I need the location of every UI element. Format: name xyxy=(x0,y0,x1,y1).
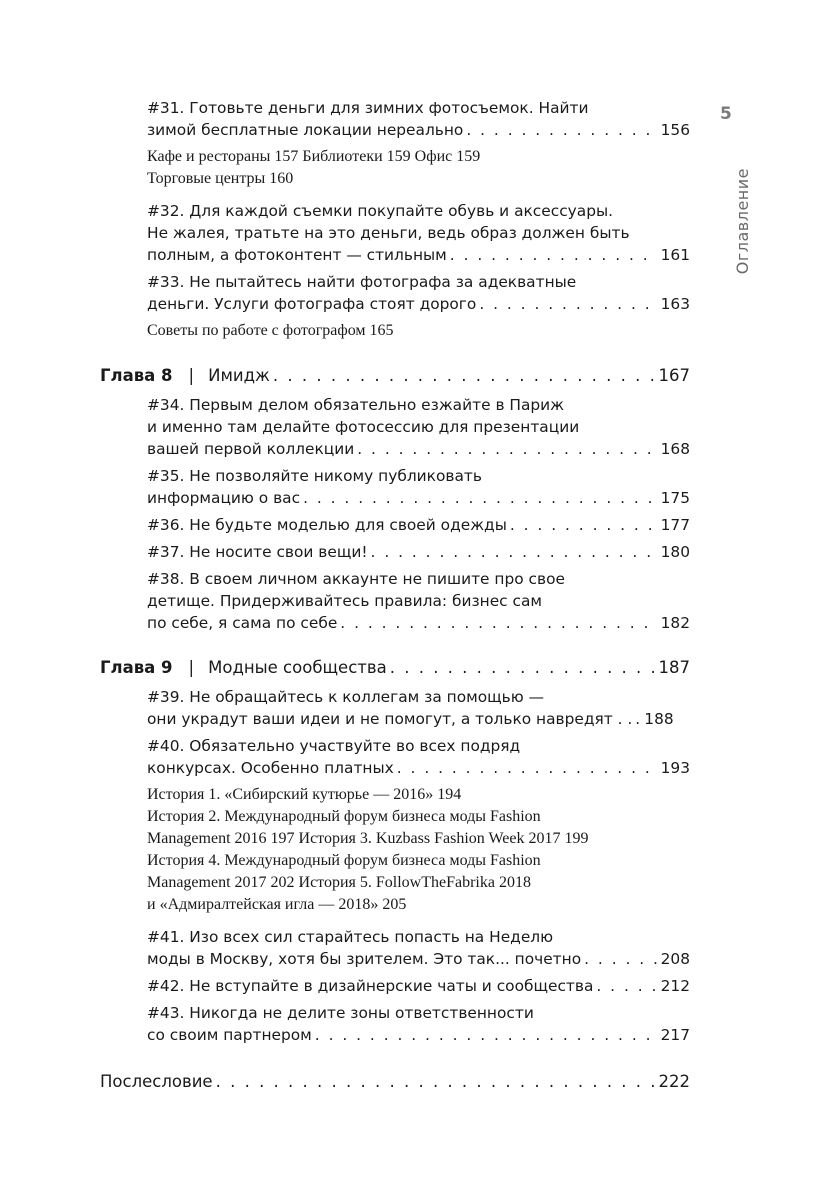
page-ref: 222 xyxy=(658,1072,690,1091)
page-ref: 175 xyxy=(660,489,690,507)
afterword-entry[interactable] xyxy=(100,1070,690,1094)
entry-last-line xyxy=(147,708,690,730)
chapter-title: Имидж xyxy=(208,366,270,385)
entry-text: #37. Не носите свои вещи! xyxy=(147,543,368,561)
dot-leader xyxy=(315,1024,658,1046)
page-ref: 177 xyxy=(660,516,690,534)
subsection-line[interactable]: Советы по работе с фотографом 165 xyxy=(147,322,394,339)
entry-text: информацию о вас xyxy=(147,489,301,507)
page-ref: 187 xyxy=(658,658,690,677)
page-ref: 212 xyxy=(660,977,690,995)
dot-leader xyxy=(357,438,657,460)
entry-text: со своим партнером xyxy=(147,1026,312,1044)
story-line[interactable]: История 4. Международный форум бизнеса моды Fashion xyxy=(147,852,541,869)
page-number: 5 xyxy=(720,104,732,124)
story-list xyxy=(147,784,690,916)
entry-line: и именно там делайте фотосессию для презентации xyxy=(147,418,580,436)
toc-entry-43[interactable] xyxy=(147,1002,690,1046)
entry-last-line xyxy=(147,514,690,536)
dot-leader xyxy=(510,514,658,536)
page-ref: 180 xyxy=(660,543,690,561)
entry-text: деньги. Услуги фотографа стоят дорого xyxy=(147,295,477,313)
toc-entry-39[interactable] xyxy=(147,686,690,730)
subsection-list xyxy=(147,146,690,190)
toc-entry-35[interactable] xyxy=(147,465,690,509)
dot-leader xyxy=(596,975,657,997)
toc-entry-40[interactable] xyxy=(147,735,690,779)
entry-text: моды в Москву, хотя бы зрителем. Это так... почетно xyxy=(147,950,582,968)
entry-line: #41. Изо всех сил старайтесь попасть на Неделю xyxy=(147,928,554,946)
story-line[interactable]: История 2. Международный форум бизнеса моды Fashion xyxy=(147,808,541,825)
entry-last-line xyxy=(147,612,690,634)
toc-entry-34[interactable] xyxy=(147,394,690,460)
toc-entry-38[interactable] xyxy=(147,568,690,634)
entry-text: #42. Не вступайте в дизайнерские чаты и сообщества xyxy=(147,977,594,995)
dot-leader xyxy=(635,708,641,730)
entry-last-line xyxy=(147,438,690,460)
page-ref: 167 xyxy=(658,366,690,385)
entry-last-line xyxy=(147,1024,690,1046)
dot-leader xyxy=(466,119,657,141)
entry-last-line xyxy=(147,541,690,563)
entry-line: #43. Никогда не делите зоны ответственности xyxy=(147,1004,534,1022)
subsection-line[interactable]: Торговые центры 160 xyxy=(147,170,294,187)
page-ref: 156 xyxy=(660,121,690,139)
entry-text: #36. Не будьте моделью для своей одежды xyxy=(147,516,507,534)
entry-text: они украдут ваши идеи и не помогут, а только навредят . . xyxy=(147,710,633,728)
chapter-separator: | xyxy=(188,366,195,385)
chapter-separator: | xyxy=(188,658,195,677)
entry-line: #38. В своем личном аккаунте не пишите про свое xyxy=(147,570,565,588)
dot-leader xyxy=(450,244,658,266)
table-of-contents xyxy=(100,97,690,1094)
toc-entry-41[interactable] xyxy=(147,926,690,970)
page-ref: 188 xyxy=(644,710,674,728)
entry-line: #39. Не обращайтесь к коллегам за помощью — xyxy=(147,688,544,706)
story-line[interactable]: и «Адмиралтейская игла — 2018» 205 xyxy=(147,896,407,913)
dot-leader xyxy=(340,612,657,634)
page-ref: 161 xyxy=(660,246,690,264)
story-line[interactable]: Management 2016 197 История 3. Kuzbass Fashion Week 2017 199 xyxy=(147,830,589,847)
entry-text: по себе, я сама по себе xyxy=(147,614,338,632)
entry-line: #33. Не пытайтесь найти фотографа за адекватные xyxy=(147,273,577,291)
afterword-title: Послесловие xyxy=(100,1072,213,1091)
dot-leader xyxy=(479,293,657,315)
dot-leader xyxy=(397,757,658,779)
entry-last-line xyxy=(147,757,690,779)
toc-entry-37[interactable] xyxy=(147,541,690,563)
entry-line: #34. Первым делом обязательно езжайте в Париж xyxy=(147,396,565,414)
chapter-label: Глава 9 xyxy=(100,658,173,677)
entry-last-line xyxy=(147,244,690,266)
entry-text: конкурсах. Особенно платных xyxy=(147,759,394,777)
entry-last-line xyxy=(147,975,690,997)
chapter-label: Глава 8 xyxy=(100,366,173,385)
toc-entry-33[interactable] xyxy=(147,271,690,315)
dot-leader xyxy=(303,487,658,509)
chapter-9-heading[interactable] xyxy=(100,656,690,680)
entry-line: #40. Обязательно участвуйте во всех подряд xyxy=(147,737,521,755)
dot-leader xyxy=(584,948,657,970)
running-head: Оглавление xyxy=(733,168,752,275)
toc-entry-36[interactable] xyxy=(147,514,690,536)
dot-leader xyxy=(371,541,658,563)
toc-entry-32[interactable] xyxy=(147,200,690,266)
entry-last-line xyxy=(147,293,690,315)
chapter-8-heading[interactable] xyxy=(100,364,690,388)
page-ref: 168 xyxy=(660,440,690,458)
entry-last-line xyxy=(147,119,690,141)
toc-entry-31[interactable] xyxy=(147,97,690,141)
entry-line: #32. Для каждой съемки покупайте обувь и аксессуары. xyxy=(147,202,614,220)
page-ref: 208 xyxy=(660,950,690,968)
entry-last-line xyxy=(147,948,690,970)
chapter-title: Модные сообщества xyxy=(208,658,387,677)
entry-line: #35. Не позволяйте никому публиковать xyxy=(147,467,482,485)
story-line[interactable]: История 1. «Сибирский кутюрье — 2016» 194 xyxy=(147,786,462,803)
entry-text: полным, а фотоконтент — стильным xyxy=(147,246,447,264)
entry-last-line xyxy=(147,487,690,509)
story-line[interactable]: Management 2017 202 История 5. FollowTheFabrika 2018 xyxy=(147,874,531,891)
dot-leader xyxy=(273,364,656,388)
entry-line: Не жалея, тратьте на это деньги, ведь образ должен быть xyxy=(147,224,630,242)
entry-text: вашей первой коллекции xyxy=(147,440,355,458)
page-ref: 193 xyxy=(660,759,690,777)
page-ref: 217 xyxy=(660,1026,690,1044)
dot-leader xyxy=(216,1070,656,1094)
page-ref: 163 xyxy=(660,295,690,313)
subsection-list xyxy=(147,320,690,342)
entry-line: #31. Готовьте деньги для зимних фотосъемок. Найти xyxy=(147,99,589,117)
dot-leader xyxy=(390,656,656,680)
entry-text: зимой бесплатные локации нереально xyxy=(147,121,464,139)
entry-line: детище. Придерживайтесь правила: бизнес сам xyxy=(147,592,543,610)
toc-entry-42[interactable] xyxy=(147,975,690,997)
page-ref: 182 xyxy=(660,614,690,632)
subsection-line[interactable]: Кафе и рестораны 157 Библиотеки 159 Офис 159 xyxy=(147,148,481,165)
